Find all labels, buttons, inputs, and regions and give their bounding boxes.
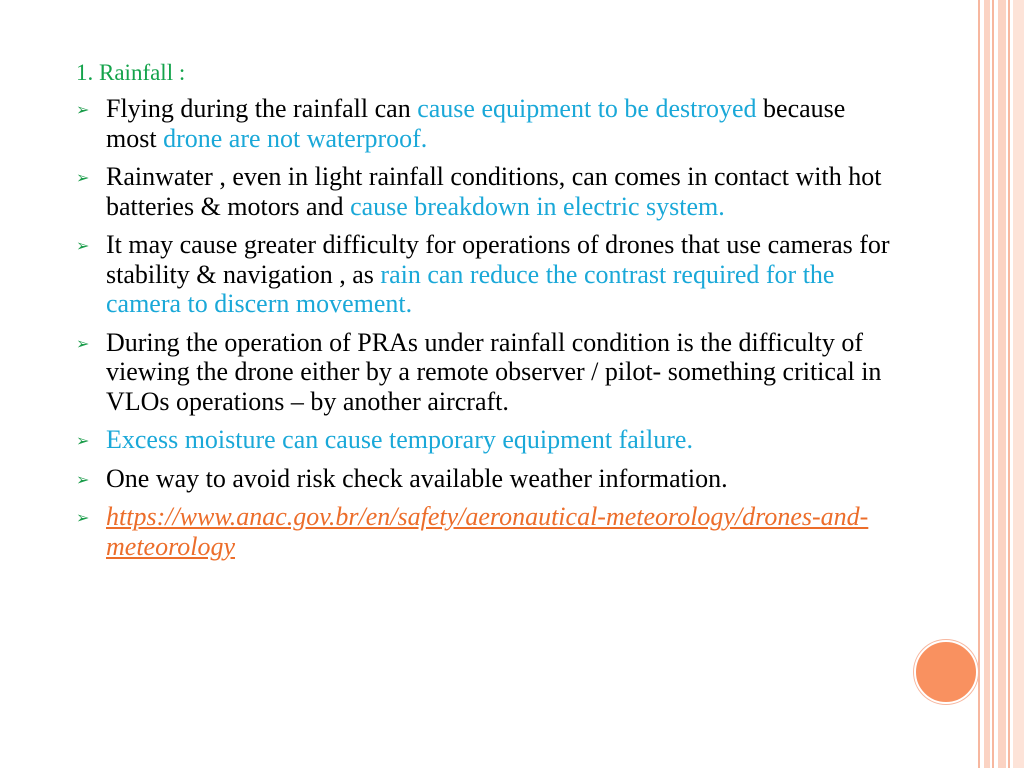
decorative-stripe — [992, 0, 994, 768]
bullet-item — [76, 502, 896, 561]
bullet-text: because most — [106, 94, 846, 153]
arrow-bullet-icon: ➢ — [76, 236, 90, 255]
decorative-stripe — [978, 0, 980, 768]
bullet-item — [76, 328, 896, 417]
decorative-stripe — [1008, 0, 1010, 768]
arrow-bullet-icon: ➢ — [76, 508, 90, 527]
bullet-list — [76, 94, 896, 561]
bullet-text: Rainwater , even in light rainfall conditions, can comes in contact with hot batteries & motors and — [106, 162, 882, 221]
arrow-bullet-icon: ➢ — [76, 168, 90, 187]
arrow-bullet-icon: ➢ — [76, 431, 90, 450]
decorative-stripe — [1013, 0, 1024, 768]
arrow-bullet-icon: ➢ — [76, 469, 90, 489]
highlight-text: rain can reduce the contrast required for the camera to discern movement. — [106, 259, 835, 318]
bullet-item — [76, 230, 896, 319]
bullet-text: One way to avoid risk check available weather information. — [106, 463, 728, 493]
bullet-item — [76, 425, 896, 455]
decorative-stripe — [998, 0, 1006, 768]
arrow-bullet-icon: ➢ — [76, 100, 90, 119]
slide-heading: 1. Rainfall : — [76, 60, 186, 85]
bullet-text: During the operation of PRAs under rainfall condition is the difficulty of viewing the drone either by a remote observer / pilot- something critical in VLOs operations – by another aircraft. — [106, 327, 882, 416]
bullet-text: It may cause greater difficulty for operations of drones that use cameras for stability & navigation , as — [106, 230, 890, 289]
decorative-circle — [914, 640, 978, 704]
bullet-item — [76, 162, 896, 221]
bullet-item — [76, 94, 896, 153]
highlight-text: cause equipment to be destroyed — [417, 94, 757, 123]
bullet-item — [76, 464, 896, 494]
decorative-stripe — [984, 0, 990, 768]
arrow-bullet-icon: ➢ — [76, 333, 90, 353]
highlight-text: cause breakdown in electric system. — [350, 191, 725, 221]
highlight-text: drone are not waterproof. — [163, 123, 428, 153]
reference-link[interactable]: https://www.anac.gov.br/en/safety/aeronautical-meteorology/drones-and-meteorology — [106, 502, 869, 561]
bullet-text: Flying during the rainfall can — [106, 94, 418, 123]
slide-content — [76, 58, 896, 570]
highlight-text: Excess moisture can cause temporary equipment failure. — [106, 425, 693, 454]
